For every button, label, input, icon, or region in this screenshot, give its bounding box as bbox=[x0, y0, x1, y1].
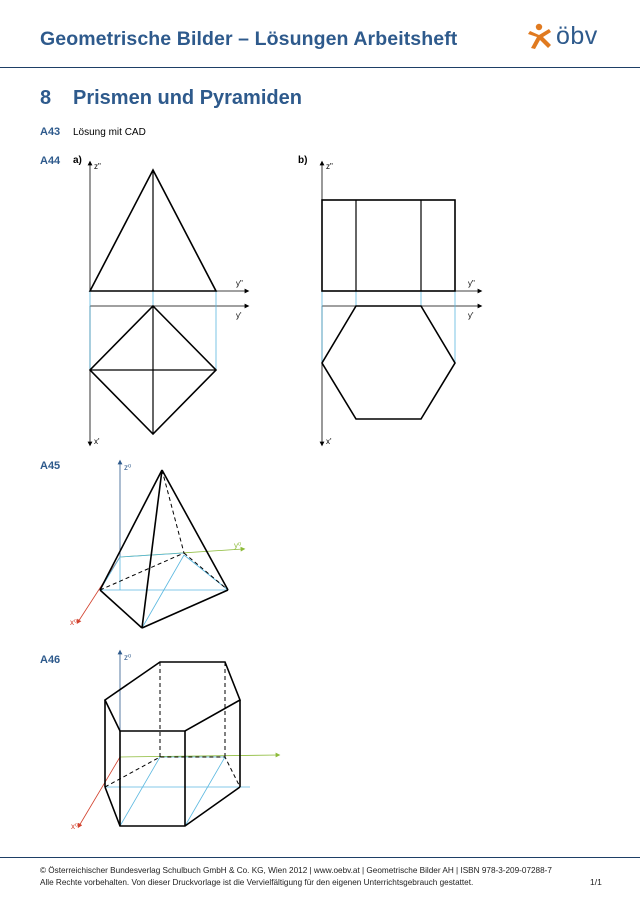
task-text-a43: Lösung mit CAD bbox=[73, 127, 146, 138]
axis-label-z0-a45: z⁰ bbox=[124, 463, 132, 472]
chapter-number: 8 bbox=[40, 87, 52, 109]
a46-drawing bbox=[79, 652, 278, 826]
page-number: 1/1 bbox=[590, 877, 602, 887]
task-label-a45: A45 bbox=[40, 460, 61, 472]
sublabel-b: b) bbox=[298, 155, 308, 166]
footer-copyright: © Österreichischer Bundesverlag Schulbuch GmbH & Co. KG, Wien 2012 | www.oebv.at | Geometrische Bilder AH | ISBN 978-3-209-07288-7 bbox=[40, 866, 552, 875]
a45-drawing bbox=[78, 462, 243, 628]
footer-divider bbox=[0, 857, 640, 858]
axis-label-x0-a46: x⁰ bbox=[71, 822, 79, 831]
a44a-drawing bbox=[90, 163, 247, 444]
axis-label-x1-b: x' bbox=[326, 437, 332, 446]
axis-label-x1-a: x' bbox=[94, 437, 100, 446]
task-label-a44: A44 bbox=[40, 155, 61, 167]
axis-label-y1-a: y' bbox=[236, 311, 242, 320]
task-label-a43: A43 bbox=[40, 126, 61, 138]
axis-label-y2-b: y" bbox=[468, 279, 475, 288]
oebv-logo-text: öbv bbox=[556, 22, 598, 50]
axis-label-y2-a: y" bbox=[236, 279, 243, 288]
axis-label-y0-a45: y⁰ bbox=[234, 541, 242, 550]
sublabel-a: a) bbox=[73, 155, 82, 166]
axis-label-z0-a46: z⁰ bbox=[124, 653, 132, 662]
task-label-a46: A46 bbox=[40, 654, 61, 666]
axis-label-z2-b: z" bbox=[326, 162, 333, 171]
axis-label-y1-b: y' bbox=[468, 311, 474, 320]
axis-label-x0-a45: x⁰ bbox=[70, 618, 78, 627]
footer-rights: Alle Rechte vorbehalten. Von dieser Druckvorlage ist die Vervielfältigung für den eigenen Unterrichtsgebrauch gestattet. bbox=[40, 878, 474, 887]
axis-label-z2-a: z" bbox=[94, 162, 101, 171]
page-header-title: Geometrische Bilder – Lösungen Arbeitsheft bbox=[40, 28, 458, 50]
chapter-title: Prismen und Pyramiden bbox=[73, 87, 302, 109]
a44b-drawing bbox=[322, 163, 480, 444]
